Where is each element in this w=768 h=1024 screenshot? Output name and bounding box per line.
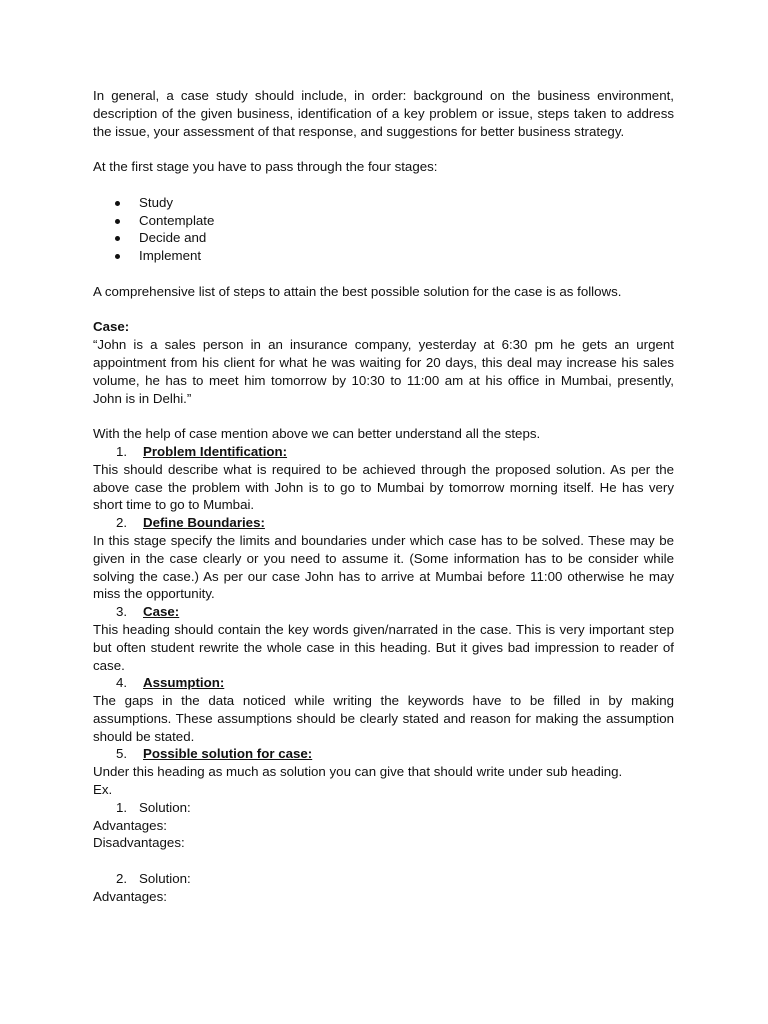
step-3 [93,603,674,674]
list-item: Study [93,194,674,212]
list-item: Contemplate [93,212,674,230]
intro-paragraph: In general, a case study should include, in order: background on the business environment, description of the given business, identification of a key problem or issue, steps taken to address the issue, your assessment of that response, and suggestions for better business strategy. [93,88,674,139]
steps-intro: A comprehensive list of steps to attain the best possible solution for the case is as follows. [93,283,622,299]
bullet-icon [115,236,120,241]
step-body: The gaps in the data noticed while writing the keywords have to be filled in by making assumptions. These assumptions should be clearly stated and reason for making the assumption should be stated. [93,693,674,744]
step-2 [93,514,674,603]
solution-2-advantages: Advantages: [93,888,167,904]
stages-intro: At the first stage you have to pass through the four stages: [93,159,438,175]
bullet-icon [115,254,120,259]
step-number: 4. [116,675,128,691]
step-body: Under this heading as much as solution you can give that should write under sub heading. [93,764,623,780]
step-title: Possible solution for case: [143,746,313,762]
step-number: 3. [116,604,128,620]
solution-2-heading: 2. Solution: [116,871,191,887]
bullet-icon [115,201,120,206]
example-label: Ex. [93,782,113,798]
step-title: Assumption: [143,675,225,691]
document-page [93,87,674,906]
help-text: With the help of case mention above we can better understand all the steps. [93,426,541,442]
step-title: Define Boundaries: [143,515,265,531]
list-item: Decide and [93,229,674,247]
step-title: Case: [143,604,180,620]
step-body: This heading should contain the key words given/narrated in the case. This is very important step but often student rewrite the whole case in this heading. But it gives bad impression to reader of case. [93,621,674,673]
stages-list [93,194,674,265]
step-1 [93,443,674,514]
bullet-icon [115,219,120,224]
case-text: “John is a sales person in an insurance company, yesterday at 6:30 pm he gets an urgent appointment from his client for what he was waiting for 20 days, this deal may increase his sales volume, he has to meet him tomorrow by 10:30 to 11:00 am at his office in Mumbai, presently, John is in Delhi.” [93,337,674,406]
step-body: This should describe what is required to be achieved through the proposed solution. As per the above case the problem with John is to go to Mumbai by tomorrow morning itself. He has very short time to go to Mumbai. [93,461,674,513]
step-body: In this stage specify the limits and boundaries under which case has to be solved. These may be given in the case clearly or you need to assume it. (Some information has to be consider while solving the case.) As per our case John has to arrive at Mumbai before 11:00 otherwise he may miss the opportunity. [93,532,674,602]
step-number: 5. [116,746,128,762]
step-number: 1. [116,443,128,459]
solution-1-heading: 1. Solution: [116,799,191,815]
case-label: Case: [93,319,130,335]
step-5 [93,745,674,781]
list-item: Implement [93,247,674,265]
step-title: Problem Identification: [143,443,288,459]
solution-1-disadvantages: Disadvantages: [93,835,185,851]
solution-1-advantages: Advantages: [93,817,167,833]
step-4 [93,674,674,745]
step-number: 2. [116,515,128,531]
